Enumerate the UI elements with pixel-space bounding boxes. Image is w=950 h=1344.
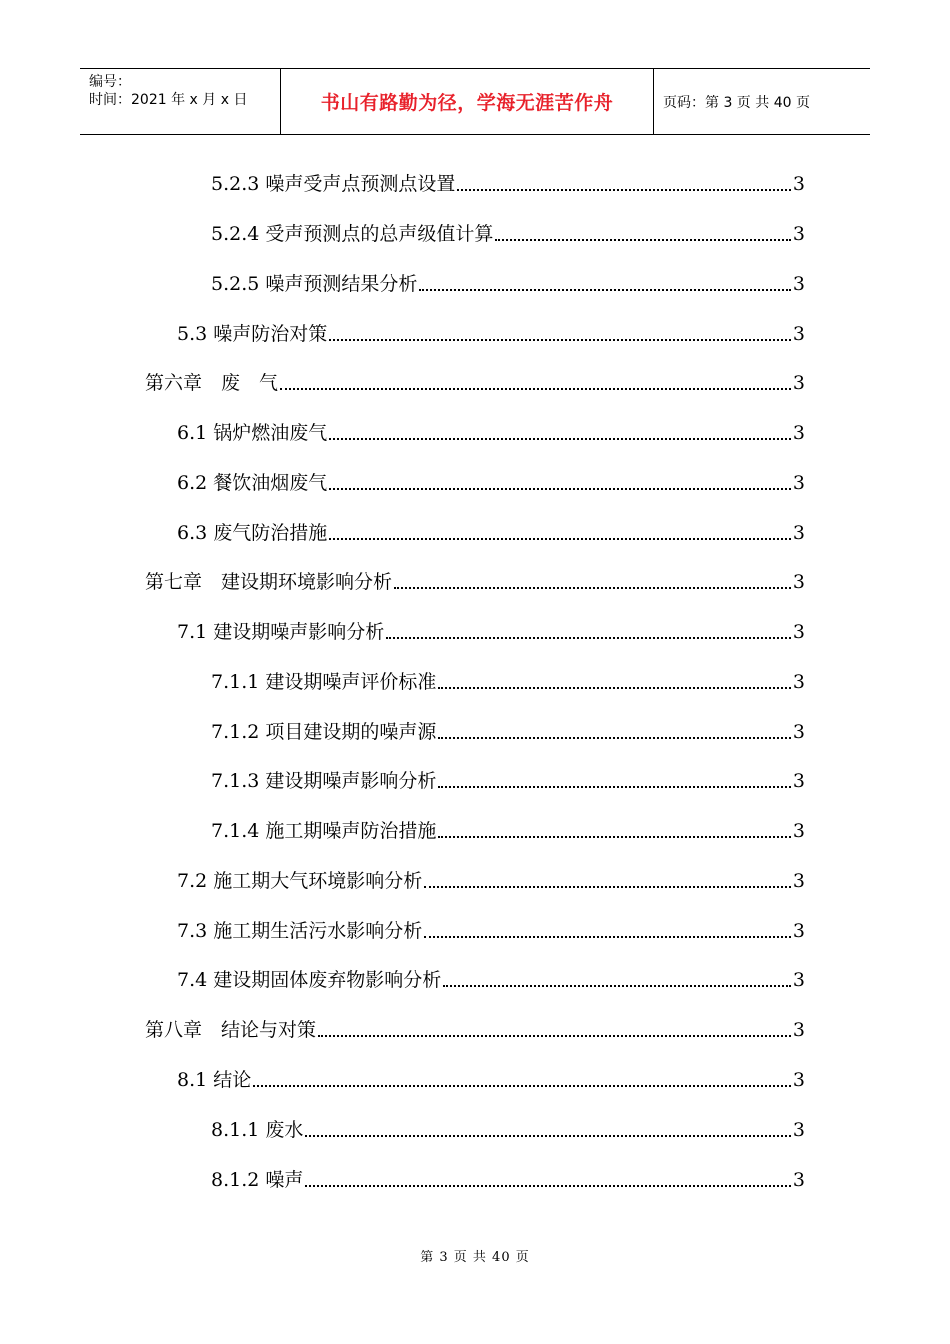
- toc-entry[interactable]: [211, 767, 805, 795]
- toc-entry[interactable]: [177, 618, 805, 646]
- toc-entry-page: 3: [792, 173, 805, 195]
- toc-entry[interactable]: [177, 519, 805, 547]
- toc-leader-dots: [305, 1135, 791, 1137]
- page-header: [80, 68, 870, 135]
- document-date: 时间：2021 年 x 月 x 日: [89, 92, 248, 108]
- toc-entry-page: 3: [792, 223, 805, 245]
- toc-entry-label: 第六章 废 气: [145, 372, 279, 394]
- toc-entry-page: 3: [792, 472, 805, 494]
- toc-entry-page: 3: [792, 323, 805, 345]
- toc-entry-page: 3: [792, 422, 805, 444]
- toc-entry-label: 6.3 废气防治措施: [177, 522, 328, 544]
- toc-leader-dots: [424, 936, 791, 938]
- toc-leader-dots: [253, 1085, 791, 1087]
- toc-leader-dots: [443, 985, 791, 987]
- toc-entry-page: 3: [792, 671, 805, 693]
- toc-entry-page: 3: [792, 1019, 805, 1041]
- document-number-label: 编号：: [89, 74, 131, 90]
- toc-entry[interactable]: [177, 917, 805, 945]
- header-page-info: 页码：第 3 页 共 40 页: [663, 94, 810, 111]
- toc-entry-page: 3: [792, 621, 805, 643]
- toc-chapter-entry[interactable]: [145, 1016, 805, 1044]
- toc-leader-dots: [318, 1035, 791, 1037]
- toc-entry[interactable]: [211, 817, 805, 845]
- toc-leader-dots: [438, 737, 791, 739]
- toc-entry-label: 第七章 建设期环境影响分析: [145, 571, 393, 593]
- toc-chapter-entry[interactable]: [145, 568, 805, 596]
- toc-leader-dots: [329, 538, 791, 540]
- toc-entry-page: 3: [792, 571, 805, 593]
- toc-leader-dots: [424, 886, 791, 888]
- toc-entry-page: 3: [792, 1119, 805, 1141]
- toc-entry-label: 8.1.1 废水: [211, 1119, 304, 1141]
- toc-entry-page: 3: [792, 969, 805, 991]
- toc-entry-page: 3: [792, 770, 805, 792]
- toc-leader-dots: [419, 289, 791, 291]
- page-footer: 第 3 页 共 40 页: [420, 1250, 530, 1265]
- toc-leader-dots: [495, 239, 791, 241]
- toc-leader-dots: [305, 1185, 791, 1187]
- toc-entry-page: 3: [792, 721, 805, 743]
- toc-chapter-entry[interactable]: [145, 369, 805, 397]
- toc-entry-label: 7.2 施工期大气环境影响分析: [177, 870, 423, 892]
- toc-entry-label: 第八章 结论与对策: [145, 1019, 317, 1041]
- toc-entry-page: 3: [792, 372, 805, 394]
- toc-entry-label: 5.2.4 受声预测点的总声级值计算: [211, 223, 494, 245]
- toc-leader-dots: [386, 637, 791, 639]
- toc-entry-label: 7.1.1 建设期噪声评价标准: [211, 671, 437, 693]
- toc-entry[interactable]: [177, 867, 805, 895]
- toc-entry-page: 3: [792, 1069, 805, 1091]
- toc-leader-dots: [329, 488, 791, 490]
- toc-entry[interactable]: [211, 718, 805, 746]
- header-motto: 书山有路勤为径，学海无涯苦作舟: [281, 69, 654, 134]
- toc-entry-page: 3: [792, 870, 805, 892]
- toc-entry-label: 7.1.3 建设期噪声影响分析: [211, 770, 437, 792]
- toc-entry-label: 6.1 锅炉燃油废气: [177, 422, 328, 444]
- toc-leader-dots: [438, 836, 791, 838]
- toc-entry[interactable]: [211, 1116, 805, 1144]
- toc-entry-page: 3: [792, 273, 805, 295]
- toc-entry[interactable]: [211, 220, 805, 248]
- toc-entry-page: 3: [792, 1169, 805, 1191]
- toc-entry-label: 5.2.5 噪声预测结果分析: [211, 273, 418, 295]
- toc-entry-label: 7.1 建设期噪声影响分析: [177, 621, 385, 643]
- toc-entry-label: 7.4 建设期固体废弃物影响分析: [177, 969, 442, 991]
- header-meta: [80, 69, 281, 134]
- toc-entry[interactable]: [211, 1166, 805, 1194]
- toc-leader-dots: [329, 339, 791, 341]
- toc-entry-label: 7.3 施工期生活污水影响分析: [177, 920, 423, 942]
- toc-leader-dots: [438, 687, 791, 689]
- toc-entry-label: 5.2.3 噪声受声点预测点设置: [211, 173, 456, 195]
- toc-leader-dots: [280, 388, 791, 390]
- toc-entry-label: 7.1.4 施工期噪声防治措施: [211, 820, 437, 842]
- toc-entry-label: 5.3 噪声防治对策: [177, 323, 328, 345]
- toc-entry[interactable]: [211, 668, 805, 696]
- toc-entry-label: 6.2 餐饮油烟废气: [177, 472, 328, 494]
- toc-leader-dots: [457, 189, 791, 191]
- toc-entry-label: 8.1.2 噪声: [211, 1169, 304, 1191]
- toc-entry[interactable]: [177, 1066, 805, 1094]
- toc-entry-page: 3: [792, 522, 805, 544]
- toc-entry[interactable]: [177, 419, 805, 447]
- toc-entry-label: 8.1 结论: [177, 1069, 252, 1091]
- toc-entry[interactable]: [177, 966, 805, 994]
- toc-leader-dots: [438, 786, 791, 788]
- toc-entry[interactable]: [177, 320, 805, 348]
- toc-entry[interactable]: [211, 270, 805, 298]
- toc-leader-dots: [394, 587, 791, 589]
- toc-entry-page: 3: [792, 820, 805, 842]
- toc-entry-label: 7.1.2 项目建设期的噪声源: [211, 721, 437, 743]
- toc-entry[interactable]: [211, 170, 805, 198]
- toc-entry-page: 3: [792, 920, 805, 942]
- toc-leader-dots: [329, 438, 791, 440]
- toc-entry[interactable]: [177, 469, 805, 497]
